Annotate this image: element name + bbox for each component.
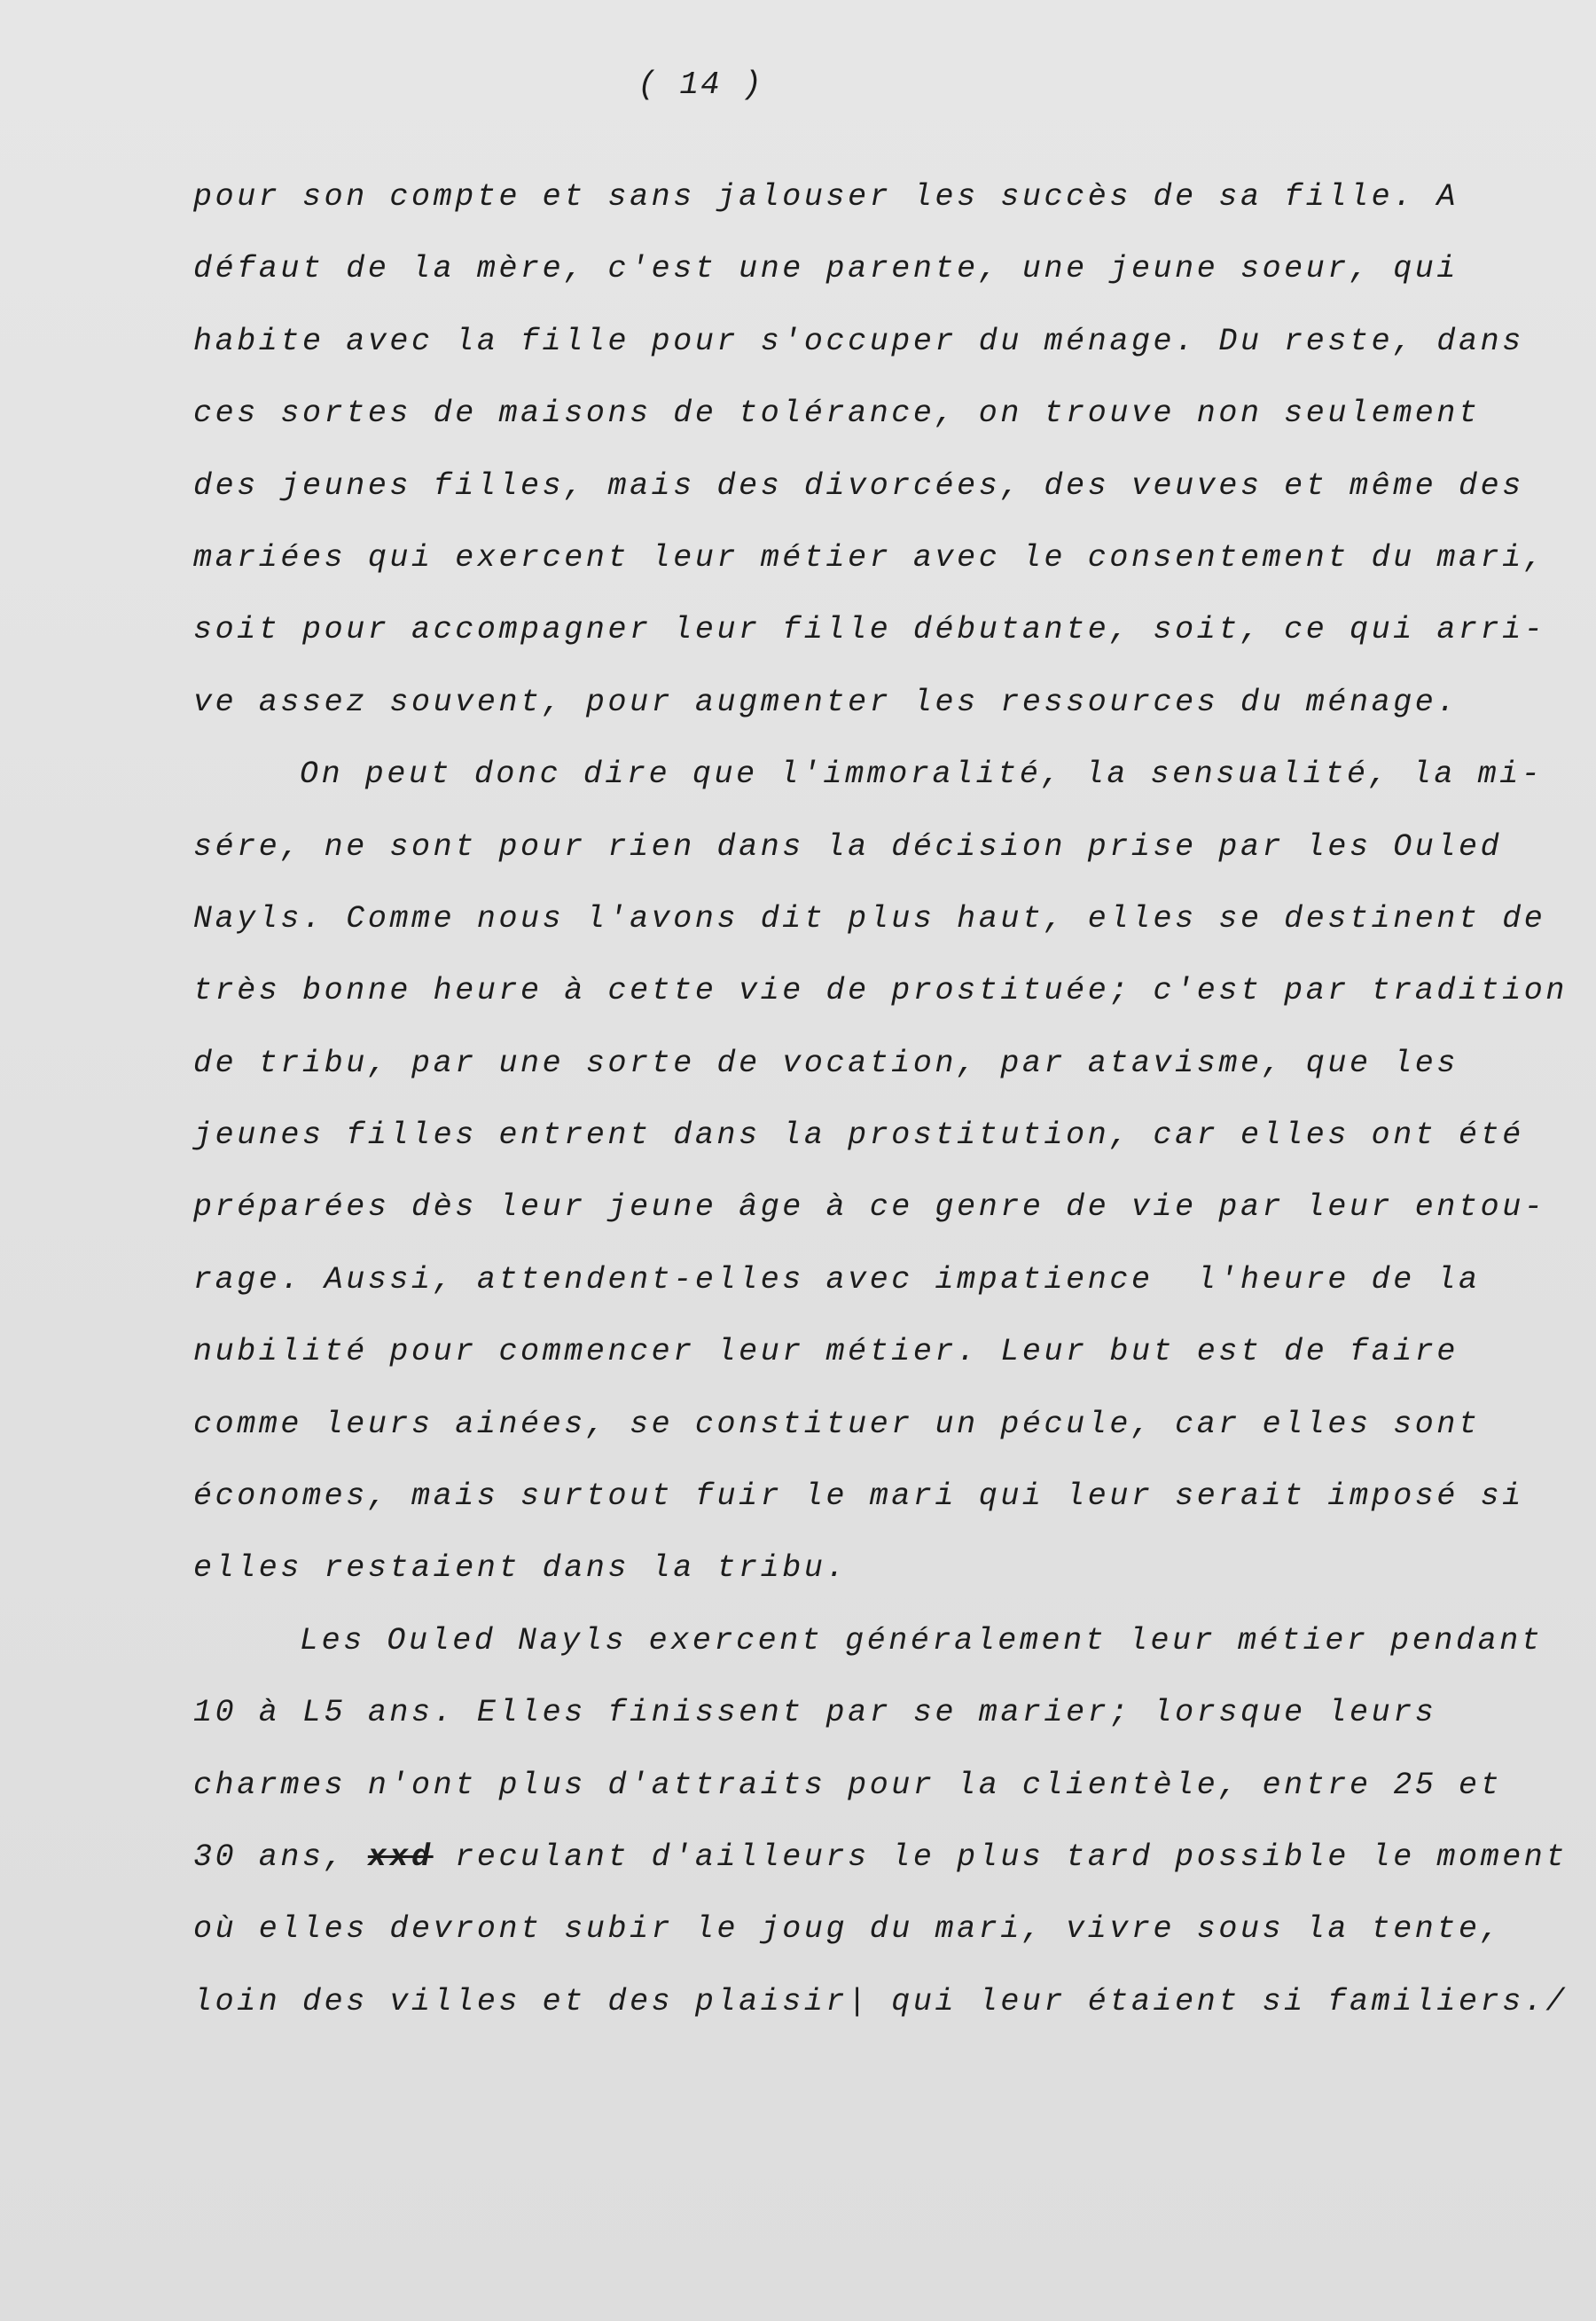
text-line: ve assez souvent, pour augmenter les ressources du ménage.: [193, 684, 1459, 720]
text-line: Les Ouled Nayls exercent généralement leur métier pendant: [300, 1622, 1544, 1658]
text-line: soit pour accompagner leur fille débutante, soit, ce qui arri-: [193, 612, 1546, 648]
text-line: 10 à L5 ans. Elles finissent par se marier; lorsque leurs: [193, 1695, 1437, 1731]
text-line: de tribu, par une sorte de vocation, par atavisme, que les: [193, 1045, 1459, 1081]
text-line: rage. Aussi, attendent-elles avec impatience l'heure de la: [193, 1261, 1481, 1298]
text-line: pour son compte et sans jalouser les succès de sa fille. A: [193, 179, 1459, 215]
text-line: habite avec la fille pour s'occuper du ménage. Du reste, dans: [193, 323, 1524, 359]
page-number: ( 14 ): [638, 67, 763, 103]
text-line: 30 ans, xxd reculant d'ailleurs le plus tard possible le moment: [193, 1839, 1569, 1875]
text-line: ces sortes de maisons de tolérance, on trouve non seulement: [193, 396, 1481, 432]
text-line: où elles devront subir le joug du mari, vivre sous la tente,: [193, 1911, 1503, 1948]
text-line: préparées dès leur jeune âge à ce genre de vie par leur entou-: [193, 1189, 1546, 1226]
text-line: loin des villes et des plaisir| qui leur étaient si familiers./: [193, 1983, 1569, 2019]
text-line: nubilité pour commencer leur métier. Leur but est de faire: [193, 1334, 1459, 1370]
text-line: charmes n'ont plus d'attraits pour la clientèle, entre 25 et: [193, 1767, 1503, 1803]
body-text: [193, 161, 1576, 2038]
text-line: jeunes filles entrent dans la prostitution, car elles ont été: [193, 1117, 1524, 1154]
text-line: Nayls. Comme nous l'avons dit plus haut, elles se destinent de: [193, 900, 1546, 937]
text-line: On peut donc dire que l'immoralité, la sensualité, la mi-: [300, 757, 1544, 793]
text-line: sére, ne sont pour rien dans la décision prise par les Ouled: [193, 828, 1503, 865]
text-line: économes, mais surtout fuir le mari qui leur serait imposé si: [193, 1478, 1524, 1515]
text-line: comme leurs ainées, se constituer un pécule, car elles sont: [193, 1406, 1481, 1442]
text-line: des jeunes filles, mais des divorcées, des veuves et même des: [193, 467, 1524, 504]
text-line: défaut de la mère, c'est une parente, une jeune soeur, qui: [193, 251, 1459, 287]
text-line: mariées qui exercent leur métier avec le consentement du mari,: [193, 539, 1546, 576]
text-line: elles restaient dans la tribu.: [193, 1550, 849, 1587]
struck-out-word: xxd: [367, 1839, 434, 1875]
text-line: très bonne heure à cette vie de prostituée; c'est par tradition: [193, 973, 1569, 1009]
